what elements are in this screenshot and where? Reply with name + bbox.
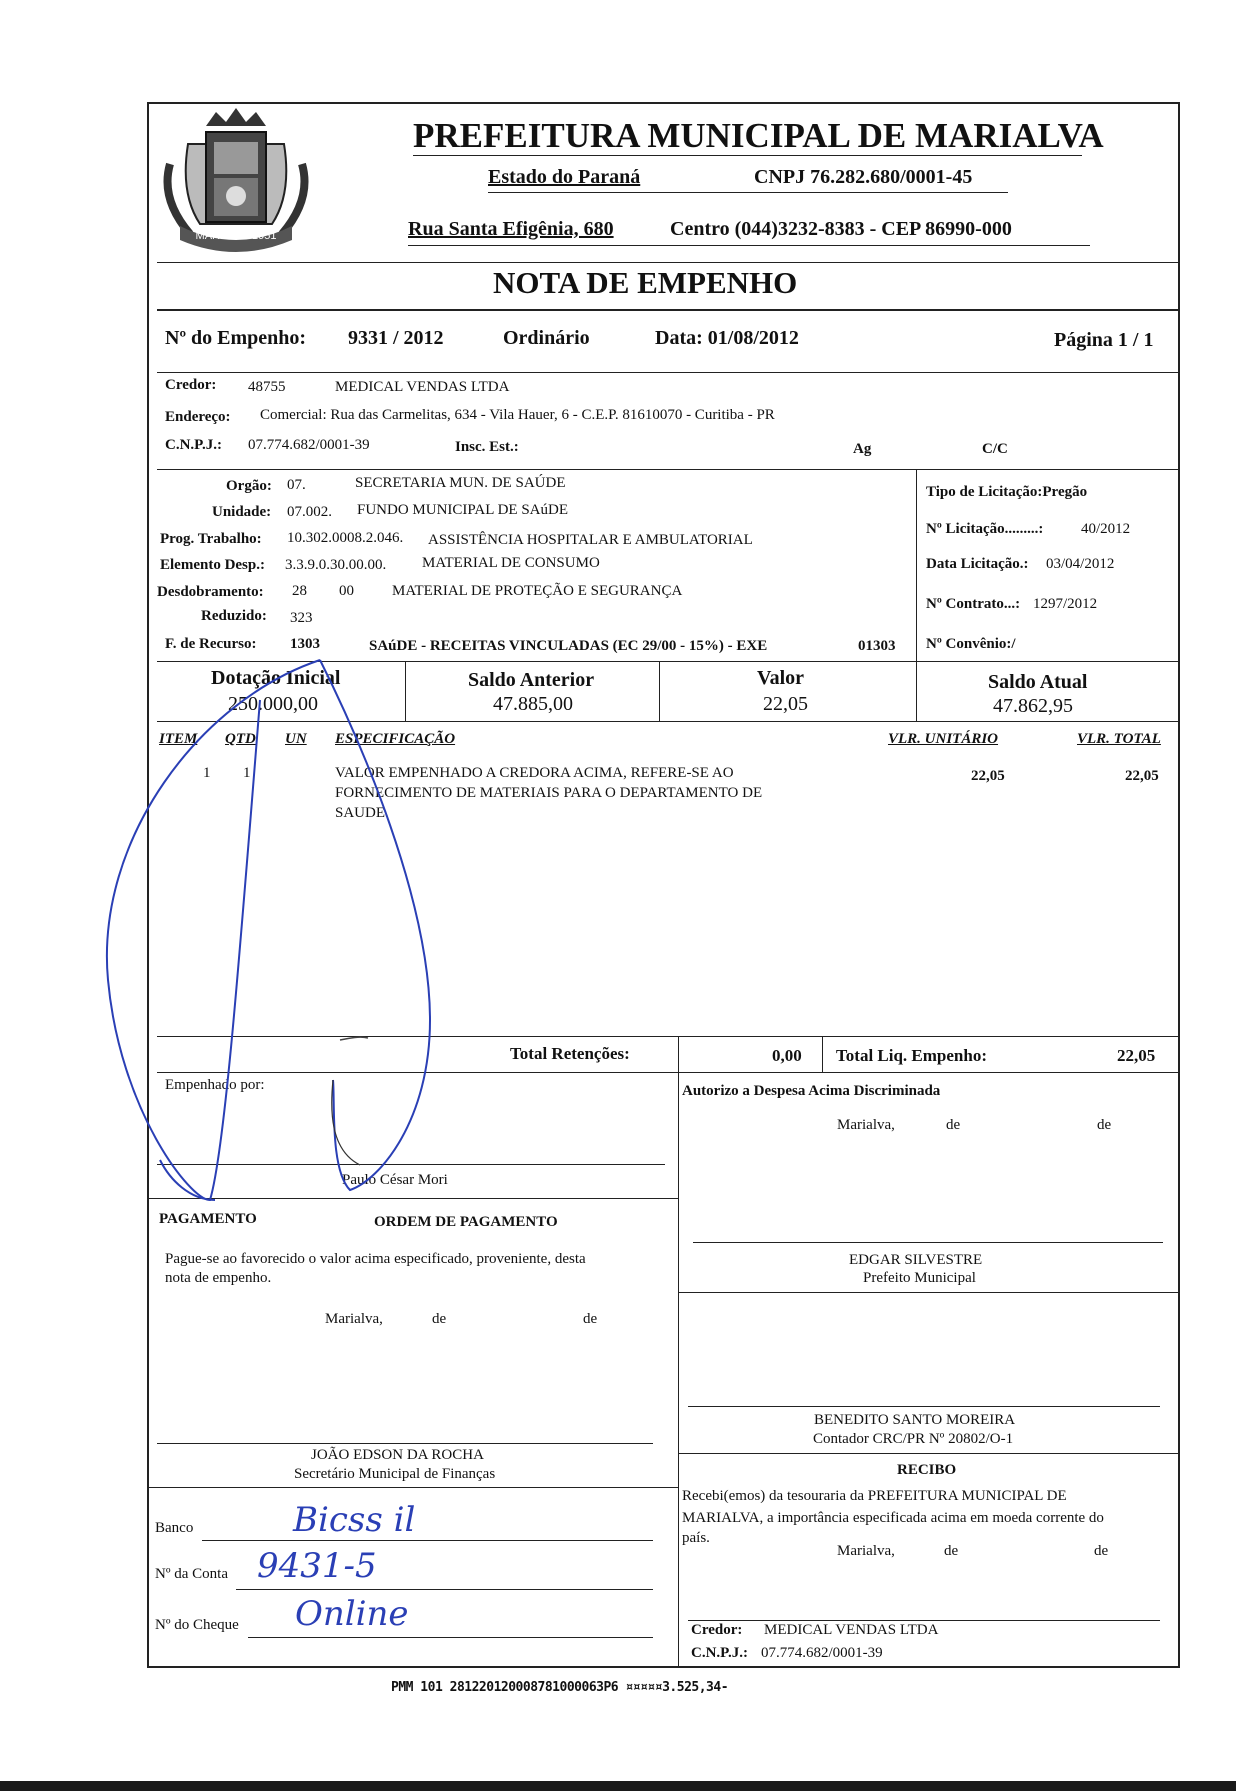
- scan-edge: [0, 1781, 1236, 1791]
- credor-cnpj-label: C.N.P.J.:: [165, 437, 222, 453]
- recibo-credor-name: MEDICAL VENDAS LTDA: [764, 1622, 939, 1638]
- col-vlr-total-header: VLR. TOTAL: [1077, 731, 1161, 747]
- desdobramento-sub: 00: [339, 583, 354, 599]
- row-spec-line: FORNECIMENTO DE MATERIAIS PARA O DEPARTAMENTO DE: [335, 785, 763, 801]
- banco-value: Bicss il: [293, 1500, 416, 1540]
- col-especificacao-header: ESPECIFICAÇÃO: [335, 731, 456, 747]
- insc-est-label: Insc. Est.:: [455, 439, 519, 455]
- prefeito-name: EDGAR SILVESTRE: [849, 1252, 983, 1268]
- prog-trabalho-name: ASSISTÊNCIA HOSPITALAR E AMBULATORIAL: [428, 532, 753, 548]
- pagamento-text: Pague-se ao favorecido o valor acima especificado, proveniente, desta: [165, 1251, 586, 1267]
- saldo-atual-value: 47.862,95: [993, 695, 1073, 717]
- cheque-value: Online: [295, 1594, 409, 1634]
- contrato-number: 1297/2012: [1033, 596, 1098, 612]
- recibo-cnpj-label: C.N.P.J.:: [691, 1645, 748, 1661]
- row-qtd: 1: [243, 765, 251, 781]
- conta-label: Nº da Conta: [155, 1566, 228, 1582]
- contador-name: BENEDITO SANTO MOREIRA: [814, 1412, 1016, 1428]
- header-district-phone: Centro (044)3232-8383 - CEP 86990-000: [670, 218, 1012, 240]
- recibo-text: MARIALVA, a importância especificada acima em moeda corrente do: [682, 1510, 1104, 1526]
- doc-title: NOTA DE EMPENHO: [493, 265, 798, 300]
- autorizo-de: de: [946, 1117, 961, 1133]
- total-liquido-value: 22,05: [1117, 1046, 1156, 1065]
- credor-name: MEDICAL VENDAS LTDA: [335, 379, 510, 395]
- desdobramento-code: 28: [292, 583, 307, 599]
- retencoes-label: Total Retenções:: [510, 1044, 630, 1063]
- valor-value: 22,05: [763, 693, 808, 715]
- empenho-type: Ordinário: [503, 327, 590, 349]
- valor-label: Valor: [757, 667, 805, 689]
- address-label: Endereço:: [165, 409, 231, 425]
- recibo-text: país.: [682, 1530, 710, 1546]
- contrato-label: Nº Contrato...:: [926, 596, 1021, 612]
- prog-trabalho-code: 10.302.0008.2.046.: [287, 530, 404, 546]
- row-unit-value: 22,05: [971, 768, 1005, 784]
- dotacao-label: Dotação Inicial: [211, 667, 341, 689]
- cheque-label: Nº do Cheque: [155, 1617, 239, 1633]
- header-cnpj: CNPJ 76.282.680/0001-45: [754, 166, 973, 188]
- pagamento-text: nota de empenho.: [165, 1270, 272, 1286]
- banco-label: Banco: [155, 1520, 194, 1536]
- autorizo-city: Marialva,: [837, 1117, 895, 1133]
- pagamento-city: Marialva,: [325, 1311, 383, 1327]
- fonte-recurso-number: 01303: [858, 638, 896, 654]
- col-un-header: UN: [285, 731, 307, 747]
- row-spec-line: VALOR EMPENHADO A CREDORA ACIMA, REFERE-SE AO: [335, 765, 734, 781]
- reduzido-value: 323: [290, 610, 313, 626]
- empenho-number: 9331 / 2012: [348, 327, 444, 349]
- row-total-value: 22,05: [1125, 768, 1159, 784]
- recibo-title: RECIBO: [897, 1462, 957, 1478]
- col-item-header: ITEM: [159, 731, 198, 747]
- orgao-name: SECRETARIA MUN. DE SAÚDE: [355, 475, 566, 491]
- row-spec-line: SAUDE.: [335, 805, 389, 821]
- cc-label: C/C: [982, 441, 1008, 457]
- prefeito-title: Prefeito Municipal: [863, 1270, 976, 1286]
- elemento-label: Elemento Desp.:: [160, 557, 265, 573]
- elemento-code: 3.3.9.0.30.00.00.: [285, 557, 387, 573]
- convenio: Nº Convênio:/: [926, 636, 1016, 652]
- credor-code: 48755: [248, 379, 286, 395]
- reduzido-label: Reduzido:: [201, 608, 267, 624]
- saldo-atual-label: Saldo Atual: [988, 671, 1088, 693]
- footer-code: PMM 101 281220120008781000063P6 ¤¤¤¤¤3.525,34-: [391, 1680, 729, 1695]
- licitacao-number-label: Nº Licitação.........:: [926, 521, 1044, 537]
- recibo-city: Marialva,: [837, 1543, 895, 1559]
- municipal-crest-icon: [160, 104, 312, 254]
- autorizo-label: Autorizo a Despesa Acima Discriminada: [682, 1083, 941, 1099]
- licitacao-number: 40/2012: [1081, 521, 1131, 537]
- orgao-code: 07.: [287, 477, 306, 493]
- pagamento-de: de: [583, 1311, 598, 1327]
- empenhado-por-label: Empenhado por:: [165, 1077, 265, 1093]
- fonte-recurso-name: SAúDE - RECEITAS VINCULADAS (EC 29/00 - 15%) - EXE: [369, 638, 768, 654]
- total-liquido-label: Total Liq. Empenho:: [836, 1046, 987, 1065]
- col-qtd-header: QTD: [225, 731, 256, 747]
- prog-trabalho-label: Prog. Trabalho:: [160, 531, 262, 547]
- pagamento-label: PAGAMENTO: [159, 1211, 257, 1227]
- header-state: Estado do Paraná: [488, 166, 641, 188]
- unidade-code: 07.002.: [287, 504, 332, 520]
- crest-text: MARIALVA 1951: [195, 230, 277, 242]
- secretario-name: JOÃO EDSON DA ROCHA: [311, 1447, 484, 1463]
- saldo-anterior-label: Saldo Anterior: [468, 669, 595, 691]
- recibo-cnpj: 07.774.682/0001-39: [761, 1645, 883, 1661]
- desdobramento-name: MATERIAL DE PROTEÇÃO E SEGURANÇA: [392, 583, 683, 599]
- empenhado-por-name: Paulo César Mori: [342, 1172, 448, 1188]
- ordem-pagamento-label: ORDEM DE PAGAMENTO: [374, 1214, 558, 1230]
- elemento-name: MATERIAL DE CONSUMO: [422, 555, 600, 571]
- header-title: PREFEITURA MUNICIPAL DE MARIALVA: [413, 116, 1104, 155]
- col-vlr-unitario-header: VLR. UNITÁRIO: [888, 731, 999, 747]
- header-address: Rua Santa Efigênia, 680: [408, 218, 614, 240]
- recibo-credor-label: Credor:: [691, 1622, 743, 1638]
- tipo-licitacao: Tipo de Licitação:Pregão: [926, 484, 1088, 500]
- data-licitacao: 03/04/2012: [1046, 556, 1115, 572]
- retencoes-value: 0,00: [772, 1046, 802, 1065]
- empenho-number-label: Nº do Empenho:: [165, 327, 307, 349]
- contador-title: Contador CRC/PR Nº 20802/O-1: [813, 1431, 1014, 1447]
- data-licitacao-label: Data Licitação.:: [926, 556, 1029, 572]
- recibo-text: Recebi(emos) da tesouraria da PREFEITURA MUNICIPAL DE: [682, 1488, 1067, 1504]
- secretario-title: Secretário Municipal de Finanças: [294, 1466, 496, 1482]
- conta-value: 9431-5: [257, 1546, 377, 1586]
- credor-cnpj: 07.774.682/0001-39: [248, 437, 370, 453]
- address-value: Comercial: Rua das Carmelitas, 634 - Vila Hauer, 6 - C.E.P. 81610070 - Curitiba - PR: [260, 407, 775, 423]
- pagamento-de: de: [432, 1311, 447, 1327]
- page-number: Página 1 / 1: [1054, 329, 1154, 351]
- autorizo-de: de: [1097, 1117, 1112, 1133]
- dotacao-value: 250.000,00: [228, 693, 318, 715]
- desdobramento-label: Desdobramento:: [157, 584, 264, 600]
- fonte-recurso-label: F. de Recurso:: [165, 636, 257, 652]
- orgao-label: Orgão:: [226, 478, 272, 494]
- empenho-date: Data: 01/08/2012: [655, 327, 799, 349]
- recibo-de: de: [1094, 1543, 1109, 1559]
- ag-label: Ag: [853, 441, 872, 457]
- recibo-de: de: [944, 1543, 959, 1559]
- saldo-anterior-value: 47.885,00: [493, 693, 573, 715]
- credor-label: Credor:: [165, 377, 217, 393]
- unidade-name: FUNDO MUNICIPAL DE SAúDE: [357, 502, 568, 518]
- row-item: 1: [203, 765, 211, 781]
- unidade-label: Unidade:: [212, 504, 272, 520]
- fonte-recurso-code: 1303: [290, 636, 320, 652]
